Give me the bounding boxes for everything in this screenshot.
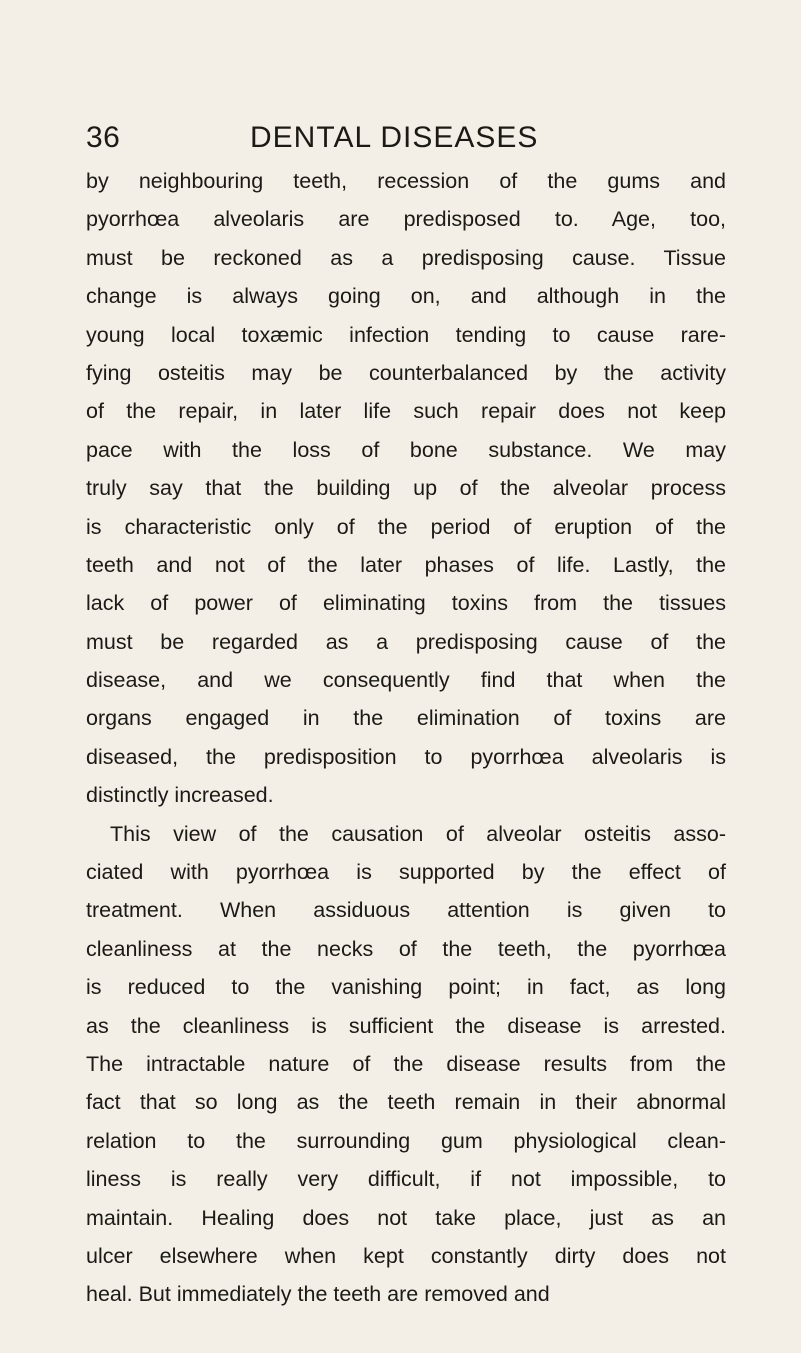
text-line: of the repair, in later life such repair does not keep <box>86 399 726 424</box>
text-line: ciated with pyorrhœa is supported by the effect of <box>86 860 726 885</box>
text-line: The intractable nature of the disease results from the <box>86 1051 726 1076</box>
text-line: relation to the surrounding gum physiological clean- <box>86 1128 726 1153</box>
text-line: must be reckoned as a predisposing cause. Tissue <box>86 245 726 270</box>
text-line: fact that so long as the teeth remain in their abnormal <box>86 1090 726 1115</box>
text-line: organs engaged in the elimination of toxins are <box>86 706 726 731</box>
text-line: teeth and not of the later phases of life. Lastly, the <box>86 552 726 577</box>
text-line: pyorrhœa alveolaris are predisposed to. Age, too, <box>86 207 726 232</box>
text-line: pace with the loss of bone substance. We may <box>86 437 726 462</box>
page-number: 36 <box>86 121 121 154</box>
text-line: fying osteitis may be counterbalanced by the activity <box>86 360 726 385</box>
text-line: young local toxæmic infection tending to cause rare- <box>86 322 726 347</box>
text-line: This view of the causation of alveolar osteitis asso- <box>110 821 726 846</box>
text-line: liness is really very difficult, if not impossible, to <box>86 1167 726 1192</box>
text-line: disease, and we consequently find that when the <box>86 668 726 693</box>
text-line: by neighbouring teeth, recession of the gums and <box>86 169 726 193</box>
text-line: treatment. When assiduous attention is given to <box>86 898 726 923</box>
text-line: diseased, the predisposition to pyorrhœa alveolaris is <box>86 744 726 769</box>
text-line: cleanliness at the necks of the teeth, the pyorrhœa <box>86 936 726 961</box>
text-line: truly say that the building up of the alveolar process <box>86 476 726 501</box>
text-line: maintain. Healing does not take place, just as an <box>86 1205 726 1230</box>
text-line: distinctly increased. <box>86 783 274 808</box>
text-line: as the cleanliness is sufficient the disease is arrested. <box>86 1013 726 1038</box>
text-line: lack of power of eliminating toxins from the tissues <box>86 591 726 616</box>
text-line: heal. But immediately the teeth are removed and <box>86 1282 550 1307</box>
text-line: must be regarded as a predisposing cause of the <box>86 629 726 654</box>
text-line: is reduced to the vanishing point; in fact, as long <box>86 975 726 1000</box>
body-text <box>86 162 726 1314</box>
text-line: ulcer elsewhere when kept constantly dirty does not <box>86 1243 726 1268</box>
page-header <box>86 118 726 158</box>
text-line: change is always going on, and although in the <box>86 284 726 309</box>
running-title: DENTAL DISEASES <box>250 121 539 154</box>
text-line: is characteristic only of the period of eruption of the <box>86 514 726 539</box>
